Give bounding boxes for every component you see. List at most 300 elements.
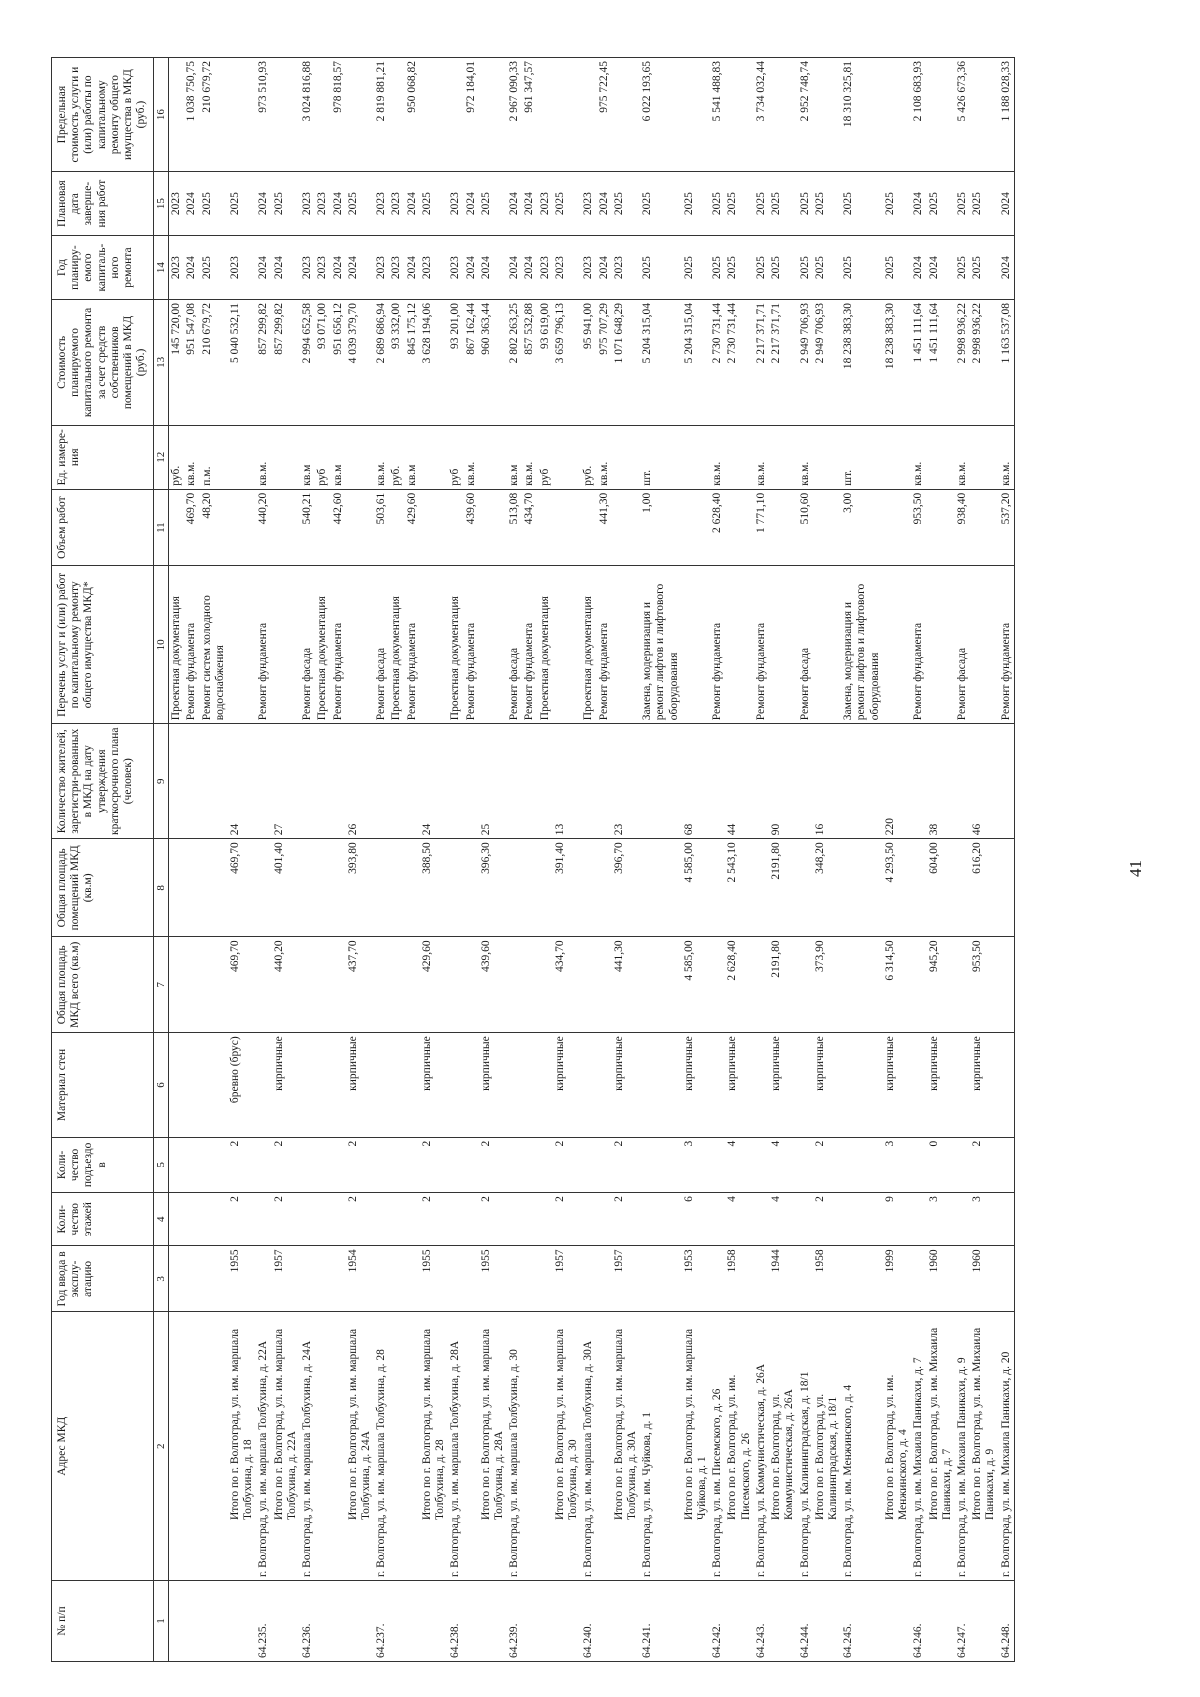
row-number xyxy=(272,1581,300,1662)
floors-cell: 2 xyxy=(612,1193,640,1246)
year-built-cell xyxy=(405,1246,420,1312)
floors-cell xyxy=(955,1193,970,1246)
row-number: 64.246. xyxy=(911,1581,926,1662)
address-cell: г. Волгоград, ул. им. Писемского, д. 26 xyxy=(710,1312,725,1581)
cost-cell: 1 451 111,64 xyxy=(927,300,955,426)
year-built-cell: 1953 xyxy=(682,1246,710,1312)
row-number: 64.247. xyxy=(955,1581,970,1662)
row-number xyxy=(553,1581,581,1662)
wall-material-cell xyxy=(374,1033,389,1137)
volume-cell: 537,20 xyxy=(999,489,1015,566)
year-built-cell xyxy=(581,1246,596,1312)
row-number: 64.245. xyxy=(841,1581,883,1662)
residents-cell xyxy=(754,724,769,839)
work-type-cell: Проектная документация xyxy=(315,566,330,724)
work-type-cell xyxy=(553,566,581,724)
volume-cell xyxy=(420,489,448,566)
row-number xyxy=(612,1581,640,1662)
limit-cost-cell xyxy=(448,58,463,172)
row-number xyxy=(883,1581,911,1662)
floors-cell xyxy=(798,1193,813,1246)
total-area-cell xyxy=(841,937,883,1033)
address-cell: Итого по г. Волгоград, ул. им. маршала Толбухина, д. 18 xyxy=(228,1312,256,1581)
residents-cell xyxy=(841,724,883,839)
residents-cell xyxy=(597,724,612,839)
planned-year-cell: 2023 xyxy=(389,236,404,300)
limit-cost-cell: 5 426 673,36 xyxy=(955,58,970,172)
end-date-cell: 2023 xyxy=(169,172,185,236)
entrances-cell: 2 xyxy=(420,1137,448,1192)
planned-year-cell: 2023 xyxy=(300,236,315,300)
table-row xyxy=(389,58,404,1662)
planned-year-cell: 2024 xyxy=(272,236,300,300)
unit-cell: кв.м xyxy=(507,425,522,489)
total-area-cell: 373,90 xyxy=(813,937,841,1033)
entrances-cell xyxy=(911,1137,926,1192)
col-header: Перечень услуг и (или) работ по капитальному ремонту общего имущества МКД* xyxy=(52,566,154,724)
work-type-cell xyxy=(479,566,507,724)
floors-cell: 2 xyxy=(553,1193,581,1246)
floors-cell xyxy=(315,1193,330,1246)
address-cell: г. Волгоград, ул. им. Михаила Паникахи, д. 7 xyxy=(911,1312,926,1581)
work-type-cell: Ремонт фундамента xyxy=(710,566,725,724)
volume-cell xyxy=(389,489,404,566)
year-built-cell xyxy=(389,1246,404,1312)
end-date-cell: 2025 xyxy=(612,172,640,236)
volume-cell: 442,60 xyxy=(331,489,346,566)
end-date-cell: 2024 xyxy=(184,172,199,236)
premises-area-cell xyxy=(911,839,926,937)
work-type-cell xyxy=(682,566,710,724)
limit-cost-cell: 1 188 028,33 xyxy=(999,58,1015,172)
floors-cell xyxy=(300,1193,315,1246)
residents-cell xyxy=(256,724,271,839)
floors-cell xyxy=(911,1193,926,1246)
entrances-cell xyxy=(522,1137,537,1192)
premises-area-cell: 396,30 xyxy=(479,839,507,937)
floors-cell: 2 xyxy=(272,1193,300,1246)
entrances-cell xyxy=(581,1137,596,1192)
premises-area-cell: 348,20 xyxy=(813,839,841,937)
work-type-cell xyxy=(927,566,955,724)
column-number: 6 xyxy=(153,1033,169,1137)
residents-cell xyxy=(200,724,228,839)
year-built-cell xyxy=(710,1246,725,1312)
unit-cell: руб. xyxy=(389,425,404,489)
cost-cell: 95 941,00 xyxy=(581,300,596,426)
wall-material-cell xyxy=(315,1033,330,1137)
residents-cell xyxy=(389,724,404,839)
total-area-cell: 441,30 xyxy=(612,937,640,1033)
end-date-cell: 2024 xyxy=(405,172,420,236)
planned-year-cell: 2024 xyxy=(346,236,374,300)
residents-cell: 24 xyxy=(420,724,448,839)
floors-cell xyxy=(522,1193,537,1246)
row-number xyxy=(538,1581,553,1662)
planned-year-cell: 2023 xyxy=(169,236,185,300)
planned-year-cell: 2024 xyxy=(479,236,507,300)
entrances-cell: 2 xyxy=(479,1137,507,1192)
premises-area-cell: 393,80 xyxy=(346,839,374,937)
total-area-cell xyxy=(389,937,404,1033)
table-row xyxy=(911,58,926,1662)
planned-year-cell: 2023 xyxy=(374,236,389,300)
planned-year-cell: 2024 xyxy=(597,236,612,300)
end-date-cell: 2025 xyxy=(682,172,710,236)
total-row xyxy=(346,58,374,1662)
year-built-cell: 1999 xyxy=(883,1246,911,1312)
volume-cell xyxy=(927,489,955,566)
year-built-cell: 1955 xyxy=(420,1246,448,1312)
limit-cost-cell xyxy=(420,58,448,172)
entrances-cell xyxy=(169,1137,185,1192)
limit-cost-cell: 5 541 488,83 xyxy=(710,58,725,172)
row-number xyxy=(228,1581,256,1662)
row-number xyxy=(389,1581,404,1662)
end-date-cell: 2025 xyxy=(725,172,753,236)
table-row xyxy=(710,58,725,1662)
volume-cell xyxy=(682,489,710,566)
table-row xyxy=(448,58,463,1662)
residents-cell: 38 xyxy=(927,724,955,839)
row-number xyxy=(597,1581,612,1662)
year-built-cell: 1957 xyxy=(612,1246,640,1312)
unit-cell: руб xyxy=(315,425,330,489)
work-type-cell: Ремонт фундамента xyxy=(999,566,1015,724)
total-area-cell xyxy=(522,937,537,1033)
address-cell xyxy=(389,1312,404,1581)
entrances-cell xyxy=(256,1137,271,1192)
row-number xyxy=(479,1581,507,1662)
wall-material-cell xyxy=(640,1033,682,1137)
cost-cell: 2 802 263,25 xyxy=(507,300,522,426)
total-area-cell xyxy=(538,937,553,1033)
work-type-cell: Ремонт фасада xyxy=(798,566,813,724)
table-row xyxy=(315,58,330,1662)
volume-cell xyxy=(228,489,256,566)
floors-cell: 3 xyxy=(927,1193,955,1246)
table-row xyxy=(841,58,883,1662)
total-area-cell: 434,70 xyxy=(553,937,581,1033)
wall-material-cell xyxy=(999,1033,1015,1137)
end-date-cell: 2023 xyxy=(448,172,463,236)
table-row xyxy=(169,58,185,1662)
premises-area-cell xyxy=(507,839,522,937)
unit-cell: шт. xyxy=(640,425,682,489)
total-area-cell xyxy=(999,937,1015,1033)
volume-cell: 441,30 xyxy=(597,489,612,566)
year-built-cell xyxy=(256,1246,271,1312)
work-type-cell: Ремонт фундамента xyxy=(911,566,926,724)
volume-cell: 1,00 xyxy=(640,489,682,566)
premises-area-cell xyxy=(955,839,970,937)
cost-cell: 5 040 532,11 xyxy=(228,300,256,426)
col-header: Материал стен xyxy=(52,1033,154,1137)
work-type-cell: Ремонт фасада xyxy=(300,566,315,724)
year-built-cell xyxy=(315,1246,330,1312)
floors-cell: 3 xyxy=(970,1193,998,1246)
address-cell: Итого по г. Волгоград, ул. им. маршала Толбухина, д. 30 xyxy=(553,1312,581,1581)
year-built-cell: 1954 xyxy=(346,1246,374,1312)
planned-year-cell: 2023 xyxy=(448,236,463,300)
address-cell xyxy=(597,1312,612,1581)
year-built-cell xyxy=(955,1246,970,1312)
address-cell xyxy=(315,1312,330,1581)
residents-cell: 90 xyxy=(769,724,797,839)
unit-cell xyxy=(272,425,300,489)
year-built-cell: 1944 xyxy=(769,1246,797,1312)
work-type-cell xyxy=(228,566,256,724)
entrances-cell: 2 xyxy=(970,1137,998,1192)
floors-cell: 2 xyxy=(813,1193,841,1246)
entrances-cell xyxy=(405,1137,420,1192)
floors-cell xyxy=(507,1193,522,1246)
column-number: 7 xyxy=(153,937,169,1033)
table-row xyxy=(955,58,970,1662)
work-type-cell: Замена, модернизация и ремонт лифтов и лифтового оборудования xyxy=(841,566,883,724)
total-area-cell xyxy=(911,937,926,1033)
cost-cell: 2 949 706,93 xyxy=(798,300,813,426)
total-row xyxy=(420,58,448,1662)
planned-year-cell: 2023 xyxy=(553,236,581,300)
total-area-cell xyxy=(300,937,315,1033)
end-date-cell: 2023 xyxy=(389,172,404,236)
wall-material-cell xyxy=(522,1033,537,1137)
year-built-cell xyxy=(169,1246,185,1312)
volume-cell xyxy=(581,489,596,566)
premises-area-cell xyxy=(448,839,463,937)
floors-cell xyxy=(169,1193,185,1246)
end-date-cell: 2025 xyxy=(640,172,682,236)
wall-material-cell xyxy=(581,1033,596,1137)
year-built-cell: 1960 xyxy=(970,1246,998,1312)
address-cell xyxy=(184,1312,199,1581)
cost-cell: 960 363,44 xyxy=(479,300,507,426)
total-area-cell xyxy=(581,937,596,1033)
year-built-cell xyxy=(999,1246,1015,1312)
floors-cell xyxy=(754,1193,769,1246)
cost-cell: 2 949 706,93 xyxy=(813,300,841,426)
unit-cell: кв.м. xyxy=(754,425,769,489)
planned-year-cell: 2025 xyxy=(710,236,725,300)
entrances-cell: 2 xyxy=(612,1137,640,1192)
premises-area-cell: 604,00 xyxy=(927,839,955,937)
work-type-cell: Ремонт фасада xyxy=(507,566,522,724)
wall-material-cell: кирпичные xyxy=(682,1033,710,1137)
cost-cell: 93 071,00 xyxy=(315,300,330,426)
unit-cell: руб xyxy=(448,425,463,489)
work-type-cell xyxy=(725,566,753,724)
end-date-cell: 2025 xyxy=(813,172,841,236)
address-cell: г. Волгоград, ул. им. маршала Толбухина, д. 28А xyxy=(448,1312,463,1581)
wall-material-cell xyxy=(200,1033,228,1137)
wall-material-cell xyxy=(710,1033,725,1137)
premises-area-cell xyxy=(597,839,612,937)
limit-cost-cell xyxy=(346,58,374,172)
residents-cell xyxy=(184,724,199,839)
total-area-cell: 6 314,50 xyxy=(883,937,911,1033)
row-number: 64.242. xyxy=(710,1581,725,1662)
end-date-cell: 2023 xyxy=(581,172,596,236)
total-area-cell xyxy=(169,937,185,1033)
planned-year-cell: 2025 xyxy=(813,236,841,300)
column-number: 3 xyxy=(153,1246,169,1312)
cost-cell: 5 204 315,04 xyxy=(640,300,682,426)
entrances-cell xyxy=(200,1137,228,1192)
wall-material-cell xyxy=(184,1033,199,1137)
col-header: Стоимость планируемого капитального ремонта за счет средств собственников помещений в МКД (руб.) xyxy=(52,300,154,426)
table-row xyxy=(999,58,1015,1662)
floors-cell xyxy=(405,1193,420,1246)
cost-cell: 1 451 111,64 xyxy=(911,300,926,426)
year-built-cell xyxy=(597,1246,612,1312)
unit-cell: кв.м. xyxy=(955,425,970,489)
cost-cell: 951 656,12 xyxy=(331,300,346,426)
limit-cost-cell xyxy=(883,58,911,172)
total-area-cell xyxy=(374,937,389,1033)
year-built-cell: 1957 xyxy=(272,1246,300,1312)
work-type-cell: Ремонт фундамента xyxy=(331,566,346,724)
wall-material-cell: кирпичные xyxy=(927,1033,955,1137)
table-header-row xyxy=(52,58,154,1662)
column-number: 2 xyxy=(153,1312,169,1581)
volume-cell xyxy=(538,489,553,566)
year-built-cell: 1955 xyxy=(479,1246,507,1312)
premises-area-cell xyxy=(374,839,389,937)
year-built-cell xyxy=(184,1246,199,1312)
unit-cell: кв.м xyxy=(405,425,420,489)
unit-cell xyxy=(420,425,448,489)
total-area-cell: 2191,80 xyxy=(769,937,797,1033)
repair-plan-table xyxy=(51,57,1015,1662)
address-cell: Итого по г. Волгоград, ул. Коммунистическая, д. 26А xyxy=(769,1312,797,1581)
entrances-cell: 4 xyxy=(769,1137,797,1192)
row-number xyxy=(405,1581,420,1662)
work-type-cell xyxy=(970,566,998,724)
total-row xyxy=(228,58,256,1662)
col-header: Общая площадь МКД всего (кв.м) xyxy=(52,937,154,1033)
volume-cell: 439,60 xyxy=(464,489,479,566)
residents-cell: 16 xyxy=(813,724,841,839)
end-date-cell: 2025 xyxy=(553,172,581,236)
residents-cell xyxy=(169,724,185,839)
entrances-cell xyxy=(754,1137,769,1192)
residents-cell xyxy=(538,724,553,839)
end-date-cell: 2025 xyxy=(754,172,769,236)
volume-cell: 2 628,40 xyxy=(710,489,725,566)
wall-material-cell xyxy=(300,1033,315,1137)
cost-cell: 2 730 731,44 xyxy=(710,300,725,426)
planned-year-cell: 2025 xyxy=(640,236,682,300)
planned-year-cell: 2024 xyxy=(464,236,479,300)
work-type-cell: Проектная документация xyxy=(581,566,596,724)
floors-cell: 9 xyxy=(883,1193,911,1246)
unit-cell: руб xyxy=(538,425,553,489)
year-built-cell: 1960 xyxy=(927,1246,955,1312)
row-number xyxy=(970,1581,998,1662)
address-cell: г. Волгоград, ул. им. маршала Толбухина, д. 30А xyxy=(581,1312,596,1581)
cost-cell: 1 163 537,08 xyxy=(999,300,1015,426)
col-header: Предельная стоимость услуги и (или) работы по капитальному ремонту общего имущества в МКД (руб.) xyxy=(52,58,154,172)
limit-cost-cell xyxy=(581,58,596,172)
year-built-cell xyxy=(464,1246,479,1312)
wall-material-cell: кирпичные xyxy=(272,1033,300,1137)
row-number xyxy=(682,1581,710,1662)
end-date-cell: 2025 xyxy=(710,172,725,236)
cost-cell: 951 547,08 xyxy=(184,300,199,426)
total-area-cell: 440,20 xyxy=(272,937,300,1033)
work-type-cell xyxy=(272,566,300,724)
total-area-cell xyxy=(405,937,420,1033)
residents-cell xyxy=(331,724,346,839)
col-header: Ед. измере-ния xyxy=(52,425,154,489)
cost-cell: 93 201,00 xyxy=(448,300,463,426)
work-type-cell xyxy=(883,566,911,724)
unit-cell xyxy=(883,425,911,489)
floors-cell: 4 xyxy=(769,1193,797,1246)
premises-area-cell xyxy=(710,839,725,937)
col-header: Коли-чество подъездо в xyxy=(52,1137,154,1192)
premises-area-cell xyxy=(841,839,883,937)
planned-year-cell: 2024 xyxy=(522,236,537,300)
cost-cell: 145 720,00 xyxy=(169,300,185,426)
limit-cost-cell: 3 024 816,88 xyxy=(300,58,315,172)
row-number xyxy=(927,1581,955,1662)
row-number xyxy=(331,1581,346,1662)
volume-cell xyxy=(448,489,463,566)
row-number: 64.239. xyxy=(507,1581,522,1662)
unit-cell: кв.м. xyxy=(522,425,537,489)
planned-year-cell: 2025 xyxy=(769,236,797,300)
total-area-cell xyxy=(200,937,228,1033)
cost-cell: 975 707,29 xyxy=(597,300,612,426)
premises-area-cell xyxy=(389,839,404,937)
end-date-cell: 2024 xyxy=(911,172,926,236)
planned-year-cell: 2024 xyxy=(911,236,926,300)
wall-material-cell xyxy=(798,1033,813,1137)
column-number: 14 xyxy=(153,236,169,300)
unit-cell: кв.м. xyxy=(464,425,479,489)
table-row xyxy=(538,58,553,1662)
volume-cell: 503,61 xyxy=(374,489,389,566)
residents-cell xyxy=(405,724,420,839)
year-built-cell: 1958 xyxy=(725,1246,753,1312)
end-date-cell: 2024 xyxy=(507,172,522,236)
total-area-cell: 469,70 xyxy=(228,937,256,1033)
address-cell: г. Волгоград, ул. им. Менжинского, д. 4 xyxy=(841,1312,883,1581)
premises-area-cell: 396,70 xyxy=(612,839,640,937)
limit-cost-cell xyxy=(479,58,507,172)
limit-cost-cell: 973 510,93 xyxy=(256,58,271,172)
address-cell xyxy=(464,1312,479,1581)
unit-cell: кв.м. xyxy=(184,425,199,489)
volume-cell: 429,60 xyxy=(405,489,420,566)
total-area-cell xyxy=(507,937,522,1033)
planned-year-cell: 2025 xyxy=(725,236,753,300)
cost-cell: 2 217 371,71 xyxy=(769,300,797,426)
total-row xyxy=(553,58,581,1662)
unit-cell: кв.м. xyxy=(911,425,926,489)
col-header: Плановая дата заверше-ния работ xyxy=(52,172,154,236)
floors-cell xyxy=(581,1193,596,1246)
floors-cell xyxy=(538,1193,553,1246)
work-type-cell: Проектная документация xyxy=(448,566,463,724)
residents-cell xyxy=(999,724,1015,839)
residents-cell: 46 xyxy=(970,724,998,839)
end-date-cell: 2025 xyxy=(200,172,228,236)
wall-material-cell xyxy=(911,1033,926,1137)
unit-cell: кв.м xyxy=(331,425,346,489)
